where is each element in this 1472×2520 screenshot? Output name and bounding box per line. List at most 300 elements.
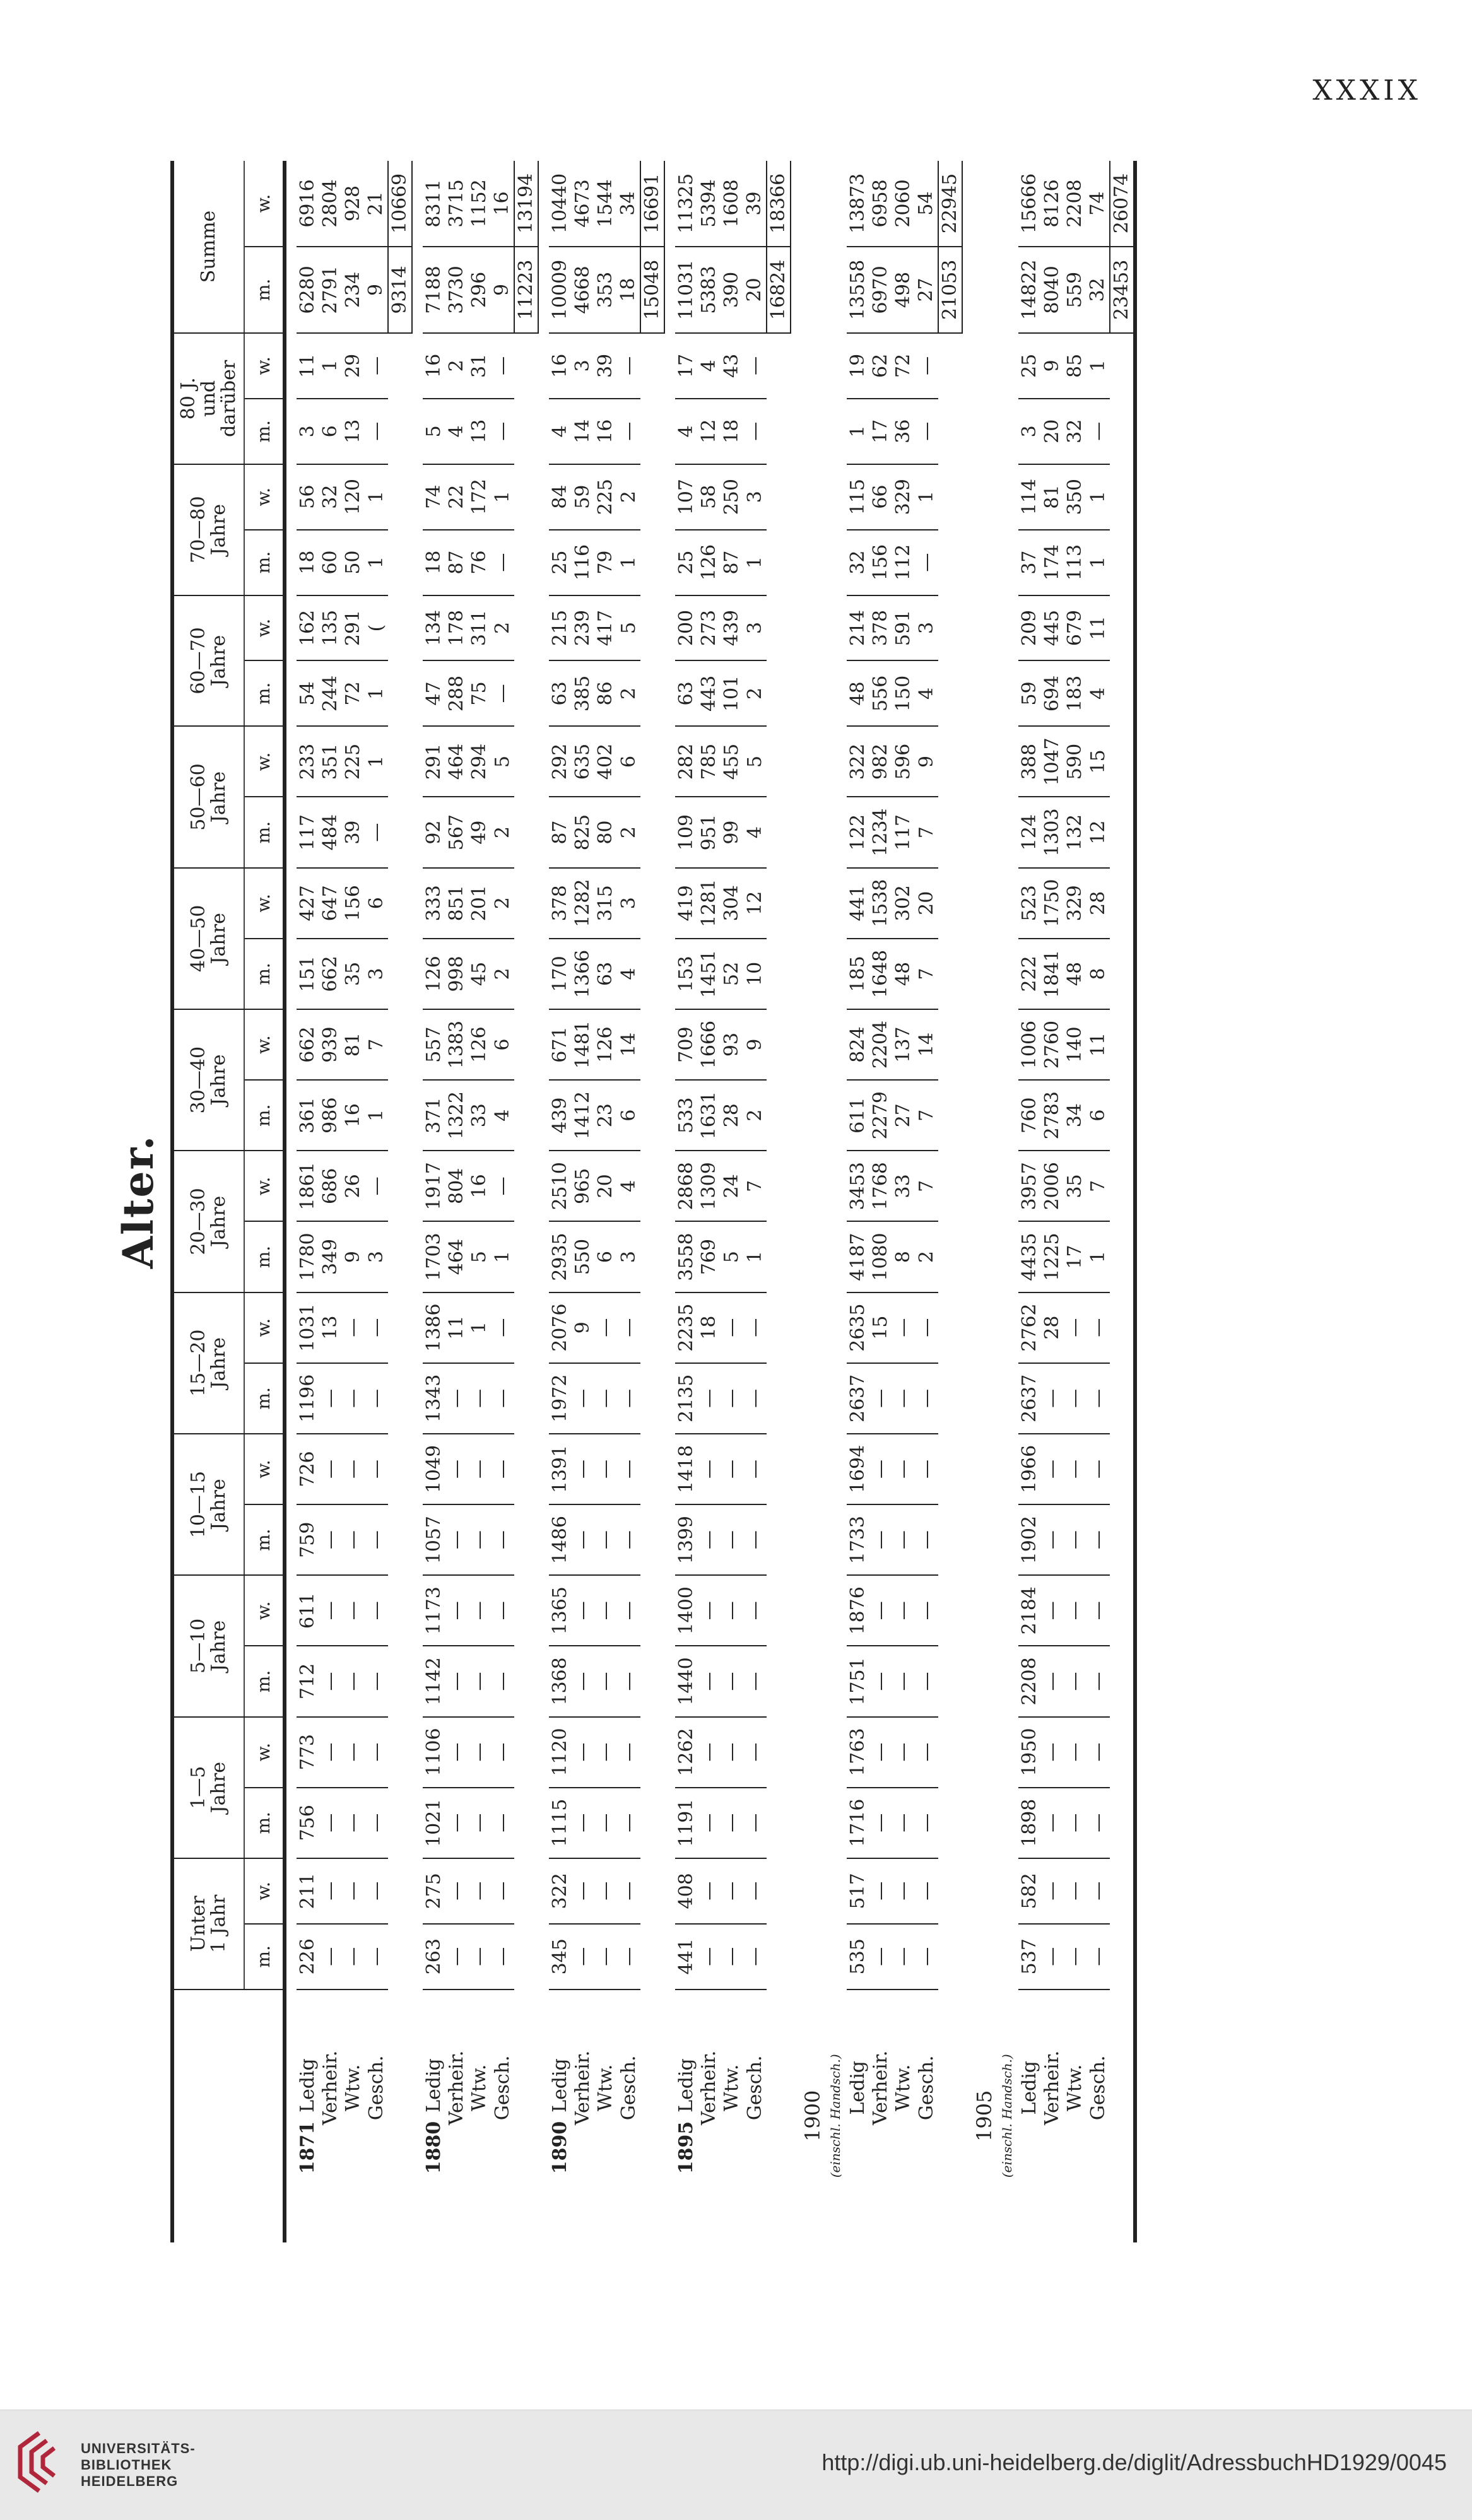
table-cell: 12	[743, 868, 767, 939]
table-cell: —	[915, 1575, 938, 1646]
table-row	[698, 161, 721, 2242]
status-header	[172, 1990, 285, 2242]
table-cell: 87	[549, 797, 572, 868]
table-cell: 48	[1064, 939, 1086, 1009]
table-cell: —	[721, 1575, 743, 1646]
row-label	[617, 1990, 640, 2242]
table-cell: 6916	[297, 161, 319, 247]
table-cell: 239	[572, 595, 594, 661]
table-cell: 345	[549, 1924, 572, 1990]
table-cell: 4	[915, 660, 938, 726]
table-cell: —	[892, 1717, 915, 1788]
table-cell: 756	[297, 1788, 319, 1858]
table-cell: 79	[594, 530, 617, 595]
table-cell: —	[445, 1504, 468, 1575]
table-cell: 50	[342, 530, 365, 595]
table-cell: 37	[1018, 530, 1041, 595]
table-cell: —	[617, 333, 640, 399]
table-cell: 4435	[1018, 1221, 1041, 1292]
table-cell: 2935	[549, 1221, 572, 1292]
table-cell: 12	[1086, 797, 1110, 868]
sex-subheader-m: m.	[244, 1080, 285, 1151]
row-label	[594, 1990, 617, 2242]
table-cell: 59	[572, 464, 594, 530]
table-cell: 74	[1086, 161, 1110, 247]
table-cell: 3	[743, 464, 767, 530]
year-spacer	[538, 161, 549, 2242]
rotated-table-block	[114, 161, 1407, 2242]
table-cell: 153	[675, 939, 698, 1009]
table-cell: 225	[594, 464, 617, 530]
table-cell: —	[319, 1504, 342, 1575]
table-cell: 5	[743, 726, 767, 797]
table-cell: 596	[892, 726, 915, 797]
table-cell: 760	[1018, 1080, 1041, 1151]
table-cell: 28	[1041, 1292, 1064, 1363]
table-cell: 151	[297, 939, 319, 1009]
table-cell: 329	[1064, 868, 1086, 939]
table-cell: 2	[743, 660, 767, 726]
table-cell: 115	[847, 464, 869, 530]
table-cell: 1486	[549, 1504, 572, 1575]
table-cell: —	[1064, 1434, 1086, 1504]
table-cell: 351	[319, 726, 342, 797]
table-cell: 2	[915, 1221, 938, 1292]
table-cell: 1733	[847, 1504, 869, 1575]
table-cell: 455	[721, 726, 743, 797]
table-cell: 2760	[1041, 1009, 1064, 1080]
table-cell: —	[572, 1646, 594, 1716]
table-cell: —	[1064, 1575, 1086, 1646]
sex-subheader-m: m.	[244, 1924, 285, 1990]
table-cell: —	[572, 1434, 594, 1504]
table-cell: —	[721, 1924, 743, 1990]
table-row	[319, 161, 342, 2242]
table-cell: 1386	[423, 1292, 445, 1363]
table-cell: —	[319, 1363, 342, 1434]
table-cell: 150	[892, 660, 915, 726]
table-cell: —	[743, 1434, 767, 1504]
table-cell: 26	[342, 1151, 365, 1221]
year-spacer	[664, 161, 675, 2242]
table-cell: 1763	[847, 1717, 869, 1788]
table-cell: 32	[1086, 247, 1110, 333]
table-cell: 1262	[675, 1717, 698, 1788]
table-row	[365, 161, 388, 2242]
age-group-header: 80 J. und darüber	[172, 333, 244, 464]
table-cell: 29	[342, 333, 365, 399]
table-cell: —	[594, 1788, 617, 1858]
table-cell: 550	[572, 1221, 594, 1292]
table-cell: —	[698, 1434, 721, 1504]
table-cell: —	[1086, 1292, 1110, 1363]
table-cell: 1861	[297, 1151, 319, 1221]
table-cell: 1481	[572, 1009, 594, 1080]
table-cell: —	[342, 1858, 365, 1924]
table-cell: 33	[892, 1151, 915, 1221]
table-cell: 378	[869, 595, 892, 661]
table-cell: 6	[365, 868, 388, 939]
library-logo-icon	[14, 2428, 64, 2497]
table-cell: 52	[721, 939, 743, 1009]
sex-subheader-w: w.	[244, 161, 285, 247]
table-cell: 1152	[468, 161, 491, 247]
sex-subheader-m: m.	[244, 399, 285, 464]
table-cell: 498	[892, 247, 915, 333]
status-label: Verheir.	[1041, 2050, 1063, 2125]
table-cell: 21	[365, 161, 388, 247]
sex-subheader-w: w.	[244, 1292, 285, 1363]
table-cell: 234	[342, 247, 365, 333]
table-cell: 5	[721, 1221, 743, 1292]
table-cell: 535	[847, 1924, 869, 1990]
table-cell: 156	[869, 530, 892, 595]
table-cell: 9	[342, 1221, 365, 1292]
table-cell: 113	[1064, 530, 1086, 595]
table-cell: —	[743, 333, 767, 399]
table-cell: 464	[445, 1221, 468, 1292]
row-label	[743, 1990, 767, 2242]
table-cell: 3	[365, 939, 388, 1009]
table-cell: 214	[847, 595, 869, 661]
table-cell: 712	[297, 1646, 319, 1716]
table-cell: 3558	[675, 1221, 698, 1292]
table-cell: —	[915, 333, 938, 399]
table-cell: 74	[423, 464, 445, 530]
status-label: Verheir.	[869, 2050, 892, 2125]
page-number: XXXIX	[1312, 74, 1422, 107]
table-row	[572, 161, 594, 2242]
table-cell: —	[491, 399, 514, 464]
table-cell: 5	[468, 1221, 491, 1292]
table-cell: 3	[1018, 399, 1041, 464]
spacer-cell	[412, 161, 423, 2242]
table-cell: 19	[847, 333, 869, 399]
row-label	[319, 1990, 342, 2242]
table-cell: 759	[297, 1504, 319, 1575]
table-cell: 9	[572, 1292, 594, 1363]
table-cell: 2208	[1064, 161, 1086, 247]
table-cell: —	[1064, 1504, 1086, 1575]
age-group-header: 15—20 Jahre	[172, 1292, 244, 1434]
table-cell: —	[892, 1434, 915, 1504]
table-cell: 48	[892, 939, 915, 1009]
table-cell: 1	[491, 464, 514, 530]
table-cell: —	[1086, 1575, 1110, 1646]
totals-row	[388, 161, 412, 2242]
table-row	[468, 161, 491, 2242]
table-cell: 686	[319, 1151, 342, 1221]
table-cell: 24	[721, 1151, 743, 1221]
table-cell: 2006	[1041, 1151, 1064, 1221]
table-cell: 2	[617, 797, 640, 868]
table-cell: (	[365, 595, 388, 661]
table-cell: —	[319, 1575, 342, 1646]
table-cell: 8040	[1041, 247, 1064, 333]
table-cell: —	[572, 1363, 594, 1434]
table-cell: 7	[365, 1009, 388, 1080]
table-cell: 4	[617, 939, 640, 1009]
table-cell: 986	[319, 1080, 342, 1151]
table-cell: 7	[915, 1151, 938, 1221]
table-cell: 1716	[847, 1788, 869, 1858]
total-cell: 21053	[938, 247, 962, 333]
table-cell: 15	[869, 1292, 892, 1363]
sex-subheader-m: m.	[244, 247, 285, 333]
table-cell: 1	[1086, 530, 1110, 595]
table-cell: —	[491, 1363, 514, 1434]
table-cell: —	[491, 660, 514, 726]
table-cell: 56	[297, 464, 319, 530]
table-row	[445, 161, 468, 2242]
year-label: 1880	[423, 2121, 445, 2174]
table-cell: —	[365, 797, 388, 868]
table-cell: 8	[892, 1221, 915, 1292]
table-cell: 124	[1018, 797, 1041, 868]
table-cell: 116	[572, 530, 594, 595]
table-cell: 2208	[1018, 1646, 1041, 1716]
table-cell: 1917	[423, 1151, 445, 1221]
sex-subheader-m: m.	[244, 1788, 285, 1858]
table-cell: 441	[675, 1924, 698, 1990]
table-cell: 59	[1018, 660, 1041, 726]
table-cell: —	[342, 1434, 365, 1504]
table-cell: —	[915, 1434, 938, 1504]
sex-subheader-w: w.	[244, 333, 285, 399]
table-cell: 6970	[869, 247, 892, 333]
table-cell: —	[468, 1434, 491, 1504]
table-cell: 1902	[1018, 1504, 1041, 1575]
table-cell: 2	[491, 868, 514, 939]
table-cell: —	[617, 1434, 640, 1504]
table-cell: 172	[468, 464, 491, 530]
table-cell: 2	[617, 660, 640, 726]
table-cell: —	[743, 1924, 767, 1990]
table-cell: 611	[297, 1575, 319, 1646]
sex-subheader-m: m.	[244, 1504, 285, 1575]
table-cell: 7	[1086, 1151, 1110, 1221]
table-cell: 291	[342, 595, 365, 661]
table-cell: 32	[319, 464, 342, 530]
table-cell: 1021	[423, 1788, 445, 1858]
table-cell: —	[892, 1646, 915, 1716]
table-row	[1041, 161, 1064, 2242]
table-cell: 2	[445, 333, 468, 399]
table-cell: —	[869, 1646, 892, 1716]
table-cell: —	[721, 1292, 743, 1363]
table-cell: 939	[319, 1009, 342, 1080]
sex-subheader-m: m.	[244, 797, 285, 868]
table-cell: —	[743, 1788, 767, 1858]
table-cell: —	[698, 1646, 721, 1716]
table-cell: 16	[342, 1080, 365, 1151]
row-label	[423, 1990, 445, 2242]
table-cell: —	[491, 1646, 514, 1716]
table-cell: 3	[572, 333, 594, 399]
sex-subheader-w: w.	[244, 595, 285, 661]
table-cell: 45	[468, 939, 491, 1009]
table-cell: 304	[721, 868, 743, 939]
table-cell: 2	[743, 1080, 767, 1151]
table-cell: 851	[445, 868, 468, 939]
sex-subheader-m: m.	[244, 1363, 285, 1434]
total-cell: 13194	[514, 161, 538, 247]
table-cell: 951	[698, 797, 721, 868]
table-cell: 302	[892, 868, 915, 939]
table-cell: —	[915, 530, 938, 595]
table-cell: —	[342, 1717, 365, 1788]
status-label: Verheir.	[445, 2050, 468, 2125]
table-cell: —	[1064, 1292, 1086, 1363]
table-row	[1064, 161, 1086, 2242]
table-cell: —	[1086, 399, 1110, 464]
row-label	[491, 1990, 514, 2242]
table-cell: 1418	[675, 1434, 698, 1504]
table-cell: —	[491, 1717, 514, 1788]
table-cell: —	[743, 1292, 767, 1363]
table-cell: 35	[342, 939, 365, 1009]
table-cell: 1115	[549, 1788, 572, 1858]
sex-subheader-m: m.	[244, 660, 285, 726]
table-cell: —	[892, 1292, 915, 1363]
status-label: Gesch.	[365, 2055, 387, 2121]
table-row	[423, 161, 445, 2242]
table-cell: 1	[365, 726, 388, 797]
total-cell: 15048	[640, 247, 664, 333]
table-cell: 1225	[1041, 1221, 1064, 1292]
table-cell: 6280	[297, 247, 319, 333]
table-cell: 537	[1018, 1924, 1041, 1990]
table-cell: —	[743, 1363, 767, 1434]
table-cell: 263	[423, 1924, 445, 1990]
table-cell: —	[915, 1646, 938, 1716]
table-cell: —	[1086, 1363, 1110, 1434]
table-cell: 349	[319, 1221, 342, 1292]
table-cell: 417	[594, 595, 617, 661]
table-cell: 464	[445, 726, 468, 797]
year-label: 1895	[675, 2121, 697, 2174]
table-cell: —	[319, 1858, 342, 1924]
table-cell: 1648	[869, 939, 892, 1009]
row-label	[365, 1990, 388, 2242]
table-cell: 17	[869, 399, 892, 464]
year-heading-row	[973, 161, 996, 2242]
table-cell: 1343	[423, 1363, 445, 1434]
table-cell: 1322	[445, 1080, 468, 1151]
year-label: 1905	[972, 2090, 996, 2142]
table-cell: 174	[1041, 530, 1064, 595]
table-cell: 296	[468, 247, 491, 333]
table-cell: 567	[445, 797, 468, 868]
source-url-link[interactable]: http://digi.ub.uni-heidelberg.de/diglit/AdressbuchHD1929/0045	[821, 2449, 1447, 2475]
table-cell: 3	[617, 868, 640, 939]
totals-spacer	[388, 333, 412, 2242]
table-cell: —	[468, 1788, 491, 1858]
table-cell: 18	[721, 399, 743, 464]
table-cell: 170	[549, 939, 572, 1009]
table-cell: 998	[445, 939, 468, 1009]
table-cell: —	[594, 1646, 617, 1716]
table-cell: —	[617, 1924, 640, 1990]
table-cell: 6	[1086, 1080, 1110, 1151]
table-cell: 557	[423, 1009, 445, 1080]
table-cell: 1780	[297, 1221, 319, 1292]
table-cell: —	[572, 1788, 594, 1858]
table-cell: —	[594, 1575, 617, 1646]
table-cell: 350	[1064, 464, 1086, 530]
table-cell: —	[721, 1504, 743, 1575]
table-cell: 36	[892, 399, 915, 464]
table-cell: 63	[594, 939, 617, 1009]
sex-subheader-w: w.	[244, 464, 285, 530]
table-cell: —	[617, 1646, 640, 1716]
table-cell: 1399	[675, 1504, 698, 1575]
table-row	[869, 161, 892, 2242]
status-label: Wtw.	[594, 2064, 616, 2112]
table-cell: —	[1041, 1717, 1064, 1788]
age-group-header: Unter 1 Jahr	[172, 1858, 244, 1990]
table-cell: —	[365, 333, 388, 399]
table-cell: —	[342, 1363, 365, 1434]
table-cell: 17	[675, 333, 698, 399]
table-cell: 679	[1064, 595, 1086, 661]
table-cell: 18	[297, 530, 319, 595]
table-cell: 2076	[549, 1292, 572, 1363]
status-label: Verheir.	[698, 2050, 720, 2125]
status-label: Verheir.	[572, 2050, 594, 2125]
table-cell: 201	[468, 868, 491, 939]
header-group-row	[172, 161, 244, 2242]
table-cell: —	[743, 1646, 767, 1716]
table-cell: 13	[468, 399, 491, 464]
status-label: Wtw.	[468, 2064, 490, 2112]
table-cell: 611	[847, 1080, 869, 1151]
table-cell: —	[319, 1717, 342, 1788]
sex-subheader-m: m.	[244, 1221, 285, 1292]
table-cell: 1	[491, 1221, 514, 1292]
table-cell: 39	[743, 161, 767, 247]
table-cell: 1142	[423, 1646, 445, 1716]
table-cell: 9	[1041, 333, 1064, 399]
table-cell: —	[1064, 1858, 1086, 1924]
table-cell: 2637	[847, 1363, 869, 1434]
table-row	[1086, 161, 1110, 2242]
table-body	[285, 161, 1135, 2242]
table-cell: 1	[319, 333, 342, 399]
table-cell: 582	[1018, 1858, 1041, 1924]
table-cell: 1412	[572, 1080, 594, 1151]
table-cell: 211	[297, 1858, 319, 1924]
table-cell: 1	[1086, 333, 1110, 399]
table-cell: 4	[491, 1080, 514, 1151]
table-cell: —	[698, 1504, 721, 1575]
status-label: Ledig	[423, 2058, 445, 2113]
table-cell: 3	[365, 1221, 388, 1292]
age-group-header: 10—15 Jahre	[172, 1434, 244, 1575]
age-table	[170, 161, 1137, 2242]
table-cell: 27	[915, 247, 938, 333]
totals-row	[640, 161, 664, 2242]
sex-subheader-w: w.	[244, 1009, 285, 1080]
table-cell: —	[721, 1788, 743, 1858]
table-cell: 4	[743, 797, 767, 868]
year-spacer	[285, 161, 297, 2242]
row-label	[675, 1990, 698, 2242]
totals-row	[514, 161, 538, 2242]
table-cell: 11	[1086, 595, 1110, 661]
table-cell: 785	[698, 726, 721, 797]
table-cell: 132	[1064, 797, 1086, 868]
